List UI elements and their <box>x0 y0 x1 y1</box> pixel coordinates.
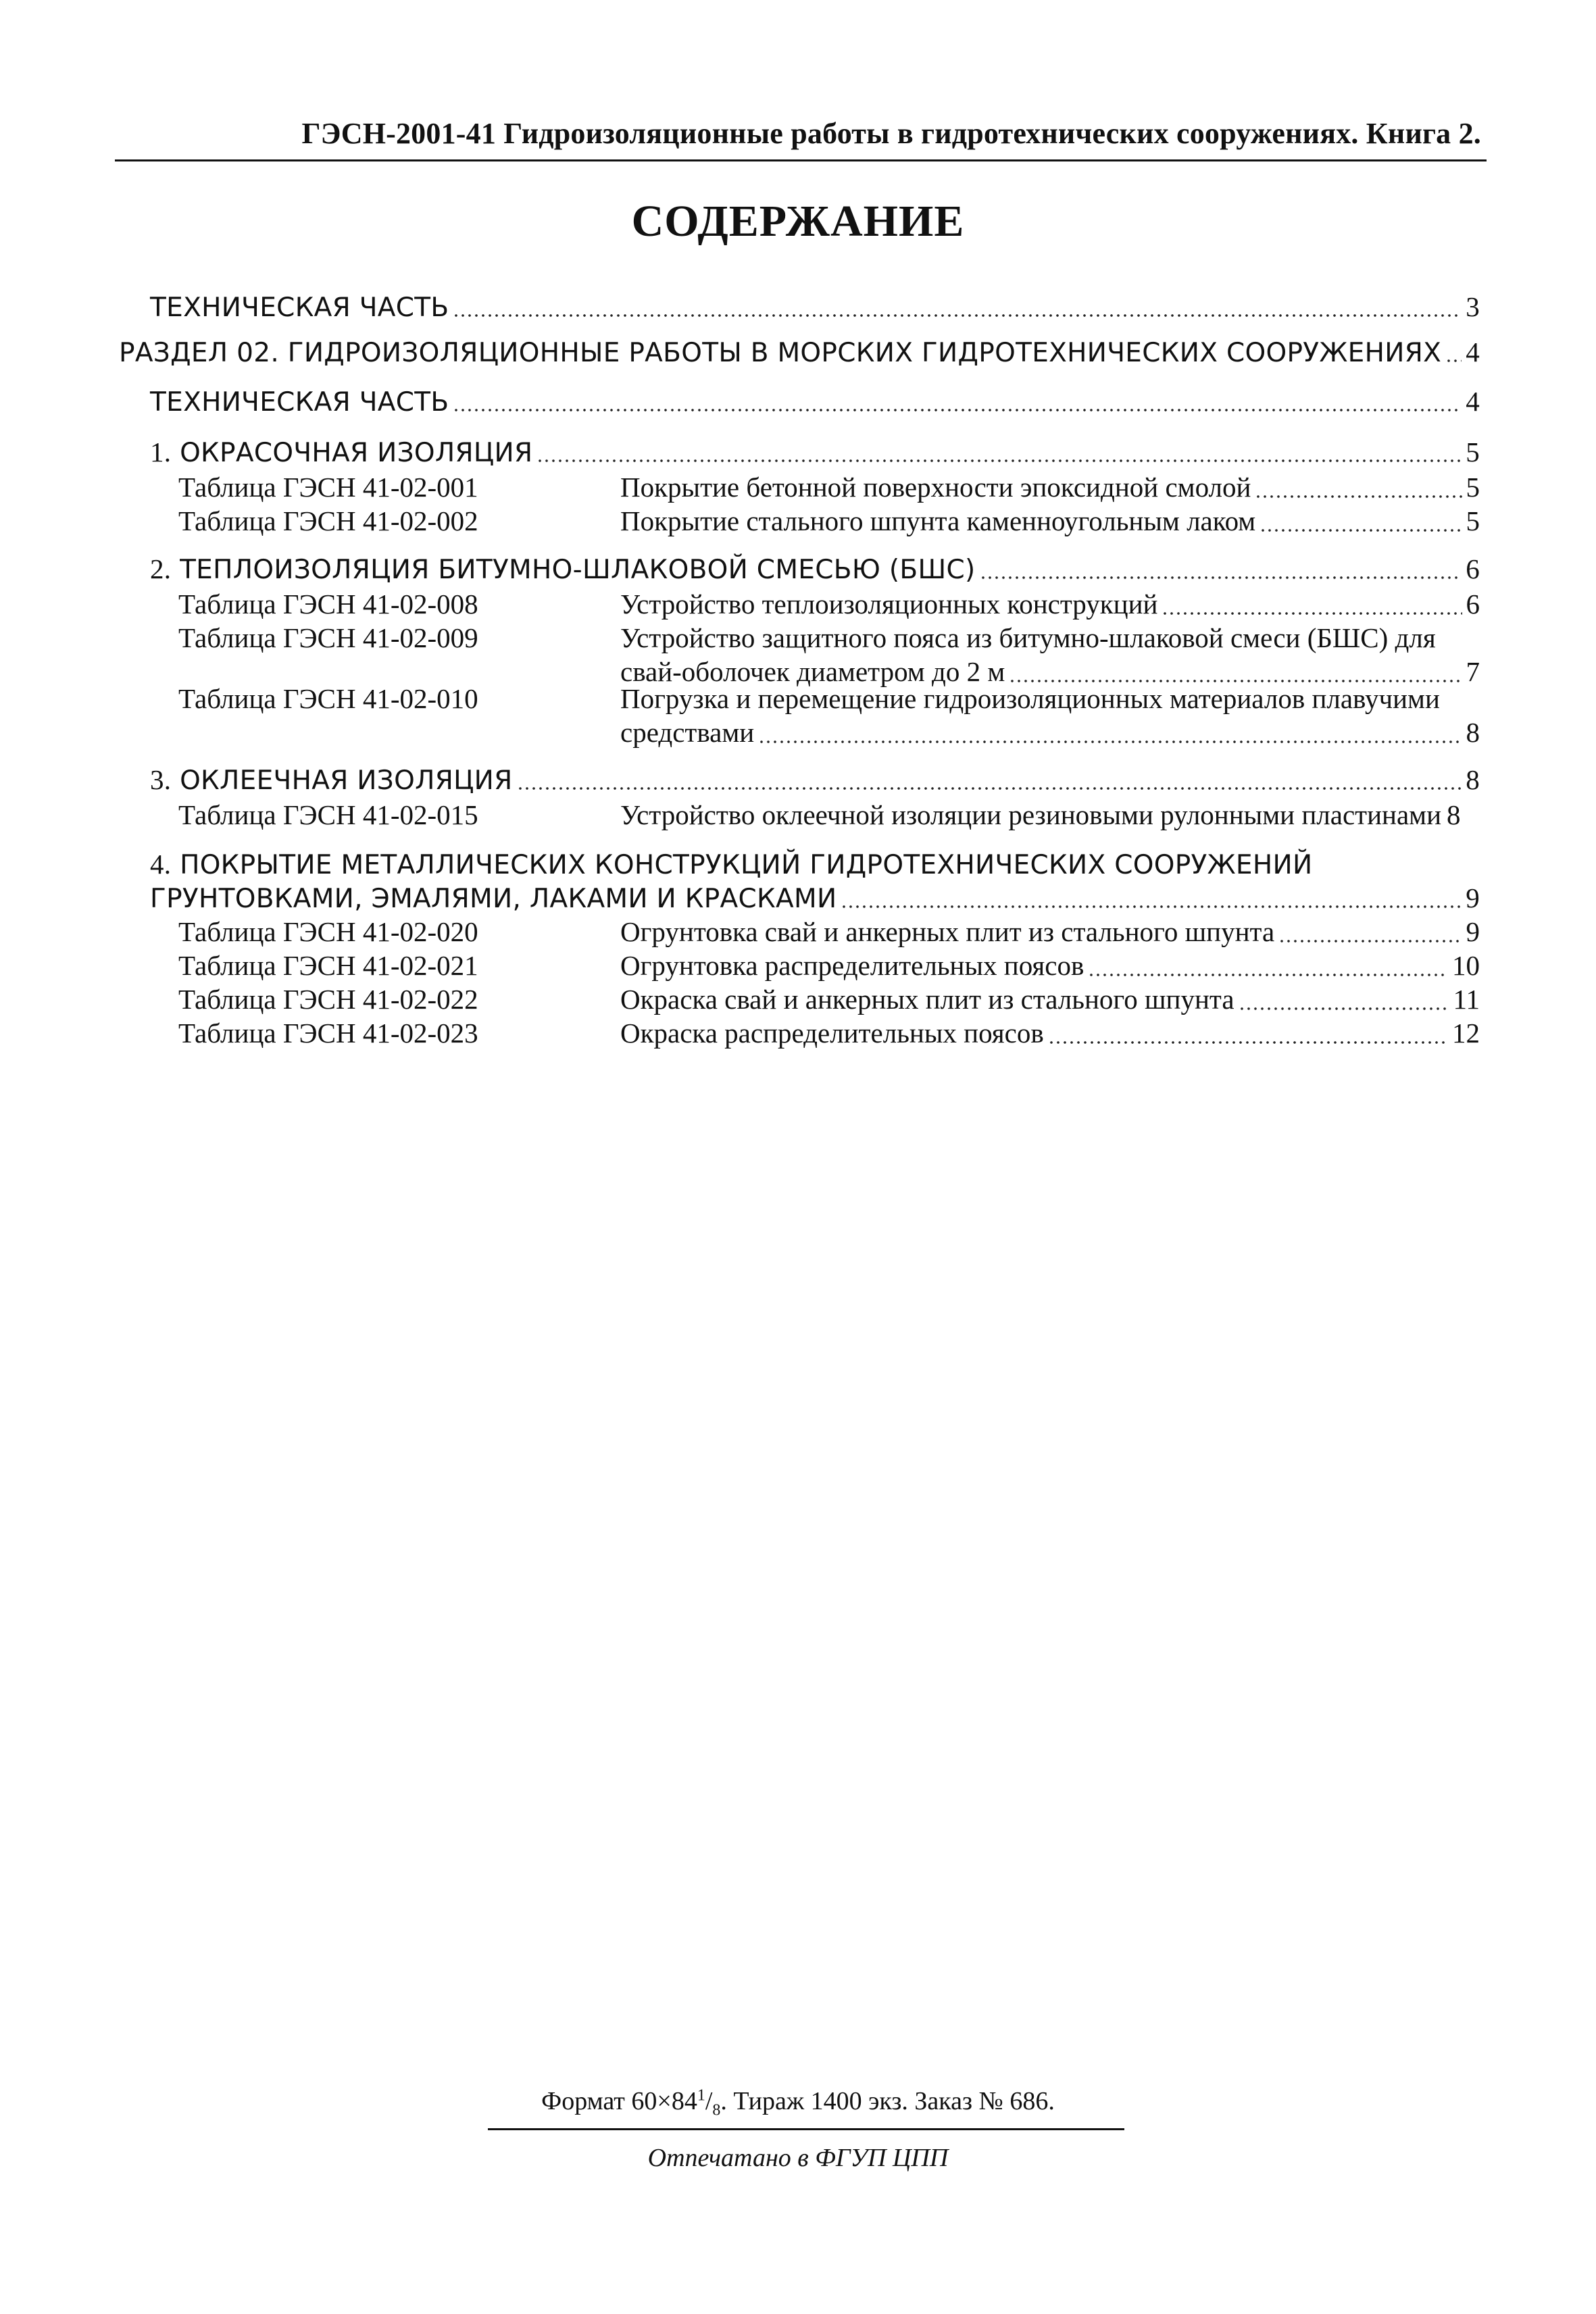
toc-page-number: 6 <box>1466 588 1480 620</box>
table-code: Таблица ГЭСН 41-02-009 <box>178 622 478 653</box>
toc-entry-label-line: ГРУНТОВКАМИ, ЭМАЛЯМИ, ЛАКАМИ И КРАСКАМИ <box>150 884 837 914</box>
table-title-line: свай-оболочек диаметром до 2 м <box>620 656 1005 687</box>
toc-entry-section-02[interactable] <box>0 336 1596 371</box>
dot-leader <box>1048 1017 1448 1045</box>
dot-leader <box>453 385 1462 411</box>
table-code: Таблица ГЭСН 41-02-023 <box>178 1017 478 1049</box>
toc-chapter-2[interactable] <box>0 553 1596 588</box>
dot-leader <box>1162 588 1462 615</box>
toc-page-number: 8 <box>1466 717 1480 748</box>
toc-table-entry[interactable] <box>0 622 1596 692</box>
dot-leader <box>1239 983 1449 1011</box>
toc-page-number: 8 <box>1447 799 1461 830</box>
toc-table-entry[interactable] <box>0 1017 1596 1052</box>
dot-leader <box>1255 471 1462 499</box>
toc-chapter-4[interactable] <box>0 848 1596 918</box>
toc-page-number: 6 <box>1466 553 1480 584</box>
table-title: Устройство оклеечной изоляции резиновыми рулонными пластинами <box>620 799 1442 830</box>
dot-leader <box>980 553 1462 579</box>
toc-table-entry[interactable] <box>0 588 1596 623</box>
dot-leader <box>517 763 1462 790</box>
printed-by-line: Отпечатано в ФГУП ЦПП <box>647 2144 949 2172</box>
table-title: Покрытие бетонной поверхности эпоксидной смолой <box>620 472 1251 503</box>
format-suffix: . Тираж 1400 экз. Заказ № 686. <box>720 2087 1055 2115</box>
table-code: Таблица ГЭСН 41-02-001 <box>178 472 478 503</box>
dot-leader <box>453 291 1462 317</box>
table-title: Окраска свай и анкерных плит из стального шпунта <box>620 984 1235 1015</box>
table-title-line: средствами <box>620 717 755 748</box>
table-title-line: Погрузка и перемещение гидроизоляционных материалов плавучими <box>620 683 1440 714</box>
format-prefix: Формат 60×84 <box>541 2087 697 2115</box>
chapter-number: 1. <box>150 436 172 468</box>
toc-page-number: 5 <box>1466 436 1480 468</box>
table-title: Огрунтовка свай и анкерных плит из стального шпунта <box>620 916 1275 947</box>
header-divider <box>115 159 1487 161</box>
toc-entry-label: РАЗДЕЛ 02. ГИДРОИЗОЛЯЦИОННЫЕ РАБОТЫ В МОРСКИХ ГИДРОТЕХНИЧЕСКИХ СООРУЖЕНИЯХ <box>119 338 1442 368</box>
toc-page-number: 10 <box>1452 950 1480 981</box>
toc-table-entry[interactable] <box>0 915 1596 951</box>
toc-table-entry[interactable] <box>0 682 1596 753</box>
toc-entry-technical-part[interactable] <box>0 385 1596 420</box>
toc-table-entry[interactable] <box>0 471 1596 506</box>
format-fraction-slash: / <box>705 2087 713 2115</box>
toc-page-number: 9 <box>1466 882 1480 913</box>
table-code: Таблица ГЭСН 41-02-020 <box>178 916 478 947</box>
table-code: Таблица ГЭСН 41-02-002 <box>178 505 478 536</box>
table-code: Таблица ГЭСН 41-02-022 <box>178 984 478 1015</box>
toc-entry-label: ТЕХНИЧЕСКАЯ ЧАСТЬ <box>150 387 449 418</box>
format-fraction-numerator: 1 <box>697 2086 705 2105</box>
dot-leader <box>1088 949 1448 977</box>
toc-heading: СОДЕРЖАНИЕ <box>631 197 965 246</box>
running-header: ГЭСН-2001-41 Гидроизоляционные работы в гидротехнических сооружениях. Книга 2. <box>301 117 1481 150</box>
toc-page-number: 4 <box>1466 336 1480 368</box>
chapter-number: 3. <box>150 764 172 795</box>
toc-entry-label: ТЕПЛОИЗОЛЯЦИЯ БИТУМНО-ШЛАКОВОЙ СМЕСЬЮ (БШС) <box>180 555 976 585</box>
toc-page-number: 9 <box>1466 916 1480 947</box>
toc-page-number: 3 <box>1466 291 1480 322</box>
table-code: Таблица ГЭСН 41-02-015 <box>178 799 478 830</box>
table-code: Таблица ГЭСН 41-02-010 <box>178 683 478 714</box>
dot-leader <box>1445 336 1462 362</box>
table-title: Окраска распределительных поясов <box>620 1017 1044 1049</box>
table-code: Таблица ГЭСН 41-02-008 <box>178 588 478 620</box>
toc-entry-technical-part[interactable] <box>0 291 1596 326</box>
dot-leader <box>1009 655 1462 683</box>
toc-table-entry[interactable] <box>0 505 1596 540</box>
table-title-line: Устройство защитного пояса из битумно-шлаковой смеси (БШС) для <box>620 622 1436 653</box>
format-fraction-denominator: 8 <box>712 2101 721 2119</box>
table-title: Устройство теплоизоляционных конструкций <box>620 588 1158 620</box>
dot-leader <box>841 882 1462 908</box>
toc-page-number: 11 <box>1453 984 1480 1015</box>
toc-page-number: 8 <box>1466 764 1480 795</box>
toc-chapter-3[interactable] <box>0 763 1596 799</box>
print-format-line <box>0 2086 1596 2120</box>
toc-entry-label-line: ПОКРЫТИЕ МЕТАЛЛИЧЕСКИХ КОНСТРУКЦИЙ ГИДРОТЕХНИЧЕСКИХ СООРУЖЕНИЙ <box>180 850 1313 880</box>
toc-page-number: 5 <box>1466 472 1480 503</box>
dot-leader <box>1260 505 1462 532</box>
chapter-number: 4. <box>150 849 172 880</box>
toc-table-entry[interactable] <box>0 949 1596 984</box>
toc-entry-label: ОКЛЕЕЧНАЯ ИЗОЛЯЦИЯ <box>180 765 513 796</box>
table-title: Покрытие стального шпунта каменноугольным лаком <box>620 505 1256 536</box>
toc-page-number: 12 <box>1452 1017 1480 1049</box>
toc-page-number: 7 <box>1466 656 1480 687</box>
footer-divider <box>488 2128 1124 2130</box>
chapter-number: 2. <box>150 553 172 584</box>
table-code: Таблица ГЭСН 41-02-021 <box>178 950 478 981</box>
toc-page-number: 5 <box>1466 505 1480 536</box>
toc-page-number: 4 <box>1466 386 1480 417</box>
toc-entry-label: ТЕХНИЧЕСКАЯ ЧАСТЬ <box>150 293 449 323</box>
toc-table-entry[interactable] <box>0 799 1596 834</box>
dot-leader <box>758 716 1462 744</box>
dot-leader <box>1278 915 1462 943</box>
toc-table-entry[interactable] <box>0 983 1596 1018</box>
dot-leader <box>537 436 1462 462</box>
toc-chapter-1[interactable] <box>0 436 1596 471</box>
table-title: Огрунтовка распределительных поясов <box>620 950 1084 981</box>
toc-entry-label: ОКРАСОЧНАЯ ИЗОЛЯЦИЯ <box>180 438 533 468</box>
